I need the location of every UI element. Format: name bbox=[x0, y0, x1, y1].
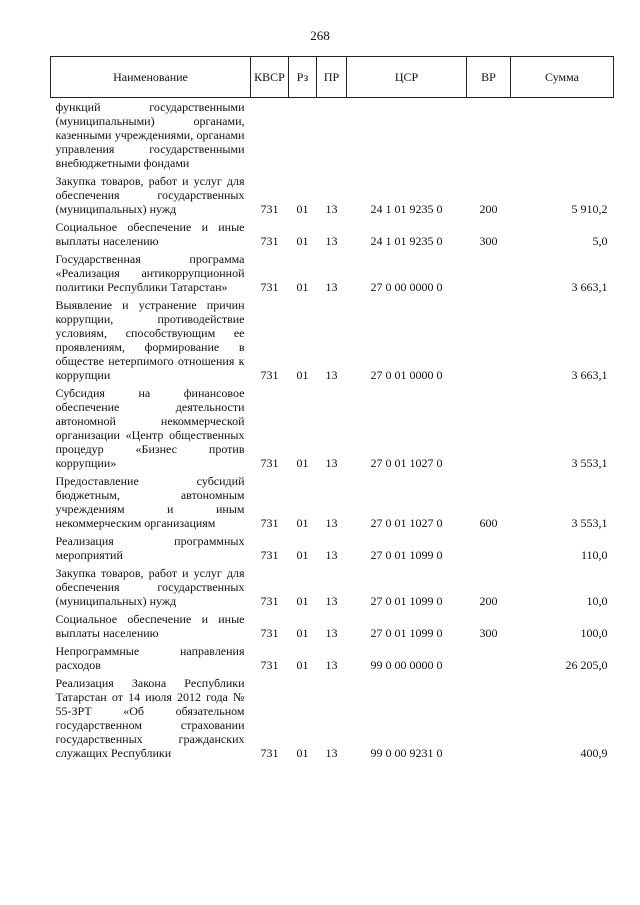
row-sum: 110,0 bbox=[580, 548, 608, 562]
row-pr: 13 bbox=[325, 202, 338, 216]
row-sum: 400,9 bbox=[580, 746, 608, 760]
row-name: Субсидия на финансовое обеспечение деятельности автономной некоммерческой организации «Центр общественных процедур «Бизнес против коррупции» bbox=[55, 386, 245, 470]
header-kvsr: КВСР bbox=[251, 57, 289, 98]
header-pr: ПР bbox=[317, 57, 347, 98]
row-pr: 13 bbox=[325, 658, 338, 672]
row-kvsr: 731 bbox=[260, 626, 279, 640]
table-row bbox=[51, 250, 614, 296]
row-vr: 600 bbox=[479, 516, 498, 530]
row-sum: 26 205,0 bbox=[565, 658, 608, 672]
row-pr: 13 bbox=[325, 368, 338, 382]
row-kvsr: 731 bbox=[260, 456, 279, 470]
row-rz: 01 bbox=[296, 280, 309, 294]
row-vr bbox=[467, 642, 511, 674]
row-kvsr: 731 bbox=[260, 746, 279, 760]
row-rz: 01 bbox=[296, 202, 309, 216]
row-kvsr: 731 bbox=[260, 658, 279, 672]
table-row bbox=[51, 674, 614, 762]
budget-table bbox=[50, 56, 614, 762]
row-pr bbox=[317, 98, 347, 173]
table-row bbox=[51, 384, 614, 472]
row-kvsr: 731 bbox=[260, 516, 279, 530]
row-csr: 99 0 00 9231 0 bbox=[370, 746, 443, 760]
row-name: Реализация программных мероприятий bbox=[55, 534, 245, 562]
row-kvsr: 731 bbox=[260, 368, 279, 382]
row-sum: 5 910,2 bbox=[571, 202, 608, 216]
row-vr bbox=[467, 98, 511, 173]
row-vr bbox=[467, 296, 511, 384]
row-pr: 13 bbox=[325, 456, 338, 470]
row-rz: 01 bbox=[296, 368, 309, 382]
header-rz: Рз bbox=[289, 57, 317, 98]
row-rz bbox=[289, 98, 317, 173]
table-header bbox=[51, 57, 614, 98]
row-sum: 3 663,1 bbox=[571, 368, 608, 382]
row-sum: 3 553,1 bbox=[571, 456, 608, 470]
row-pr: 13 bbox=[325, 746, 338, 760]
table-row bbox=[51, 642, 614, 674]
row-sum: 5,0 bbox=[592, 234, 608, 248]
row-csr: 27 0 01 1099 0 bbox=[370, 548, 443, 562]
row-rz: 01 bbox=[296, 456, 309, 470]
row-kvsr: 731 bbox=[260, 548, 279, 562]
row-vr: 300 bbox=[479, 626, 498, 640]
row-pr: 13 bbox=[325, 594, 338, 608]
row-csr: 24 1 01 9235 0 bbox=[370, 202, 443, 216]
row-kvsr: 731 bbox=[260, 280, 279, 294]
row-sum: 10,0 bbox=[586, 594, 608, 608]
row-csr: 27 0 01 0000 0 bbox=[370, 368, 443, 382]
row-sum: 3 663,1 bbox=[571, 280, 608, 294]
table-row bbox=[51, 532, 614, 564]
page-number: 268 bbox=[310, 28, 330, 43]
table-row bbox=[51, 472, 614, 532]
table-row bbox=[51, 610, 614, 642]
row-name: Выявление и устранение причин коррупции, противодействие условиям, способствующим ее проявлениям, формирование в обществе нетерпимого отношения к коррупции bbox=[55, 298, 245, 382]
row-kvsr bbox=[251, 98, 289, 173]
row-vr bbox=[467, 384, 511, 472]
row-sum: 3 553,1 bbox=[571, 516, 608, 530]
row-name: Социальное обеспечение и иные выплаты населению bbox=[55, 220, 245, 248]
table-row bbox=[51, 296, 614, 384]
row-pr: 13 bbox=[325, 548, 338, 562]
row-vr bbox=[467, 674, 511, 762]
row-rz: 01 bbox=[296, 658, 309, 672]
row-csr: 27 0 00 0000 0 bbox=[370, 280, 443, 294]
header-vr: ВР bbox=[467, 57, 511, 98]
row-vr: 300 bbox=[479, 234, 498, 248]
header-csr: ЦСР bbox=[347, 57, 467, 98]
row-vr bbox=[467, 532, 511, 564]
row-csr: 27 0 01 1027 0 bbox=[370, 456, 443, 470]
row-name: Непрограммные направления расходов bbox=[55, 644, 245, 672]
table-body bbox=[51, 98, 614, 763]
table-row bbox=[51, 98, 614, 173]
row-rz: 01 bbox=[296, 234, 309, 248]
row-name: Закупка товаров, работ и услуг для обеспечения государственных (муниципальных) нужд bbox=[55, 566, 245, 608]
row-rz: 01 bbox=[296, 548, 309, 562]
row-vr: 200 bbox=[479, 202, 498, 216]
row-name: Социальное обеспечение и иные выплаты населению bbox=[55, 612, 245, 640]
row-csr: 27 0 01 1099 0 bbox=[370, 626, 443, 640]
row-rz: 01 bbox=[296, 516, 309, 530]
table-row bbox=[51, 218, 614, 250]
row-csr: 27 0 01 1027 0 bbox=[370, 516, 443, 530]
row-name: Предоставление субсидий бюджетным, автономным учреждениям и иным некоммерческим организациям bbox=[55, 474, 245, 530]
row-csr: 24 1 01 9235 0 bbox=[370, 234, 443, 248]
row-kvsr: 731 bbox=[260, 202, 279, 216]
row-sum: 100,0 bbox=[580, 626, 608, 640]
row-vr: 200 bbox=[479, 594, 498, 608]
row-vr bbox=[467, 250, 511, 296]
row-csr: 27 0 01 1099 0 bbox=[370, 594, 443, 608]
row-kvsr: 731 bbox=[260, 594, 279, 608]
row-name: Реализация Закона Республики Татарстан от 14 июля 2012 года № 55-ЗРТ «Об обязательном государственном страховании государственных гражданских служащих Республики bbox=[55, 676, 245, 760]
row-rz: 01 bbox=[296, 746, 309, 760]
header-sum: Сумма bbox=[511, 57, 614, 98]
row-pr: 13 bbox=[325, 234, 338, 248]
table-row bbox=[51, 564, 614, 610]
row-pr: 13 bbox=[325, 626, 338, 640]
row-kvsr: 731 bbox=[260, 234, 279, 248]
row-name: Государственная программа «Реализация антикоррупционной политики Республики Татарстан» bbox=[55, 252, 245, 294]
row-sum bbox=[511, 98, 614, 173]
row-csr: 99 0 00 0000 0 bbox=[370, 658, 443, 672]
table-row bbox=[51, 172, 614, 218]
row-rz: 01 bbox=[296, 594, 309, 608]
row-name: Закупка товаров, работ и услуг для обеспечения государственных (муниципальных) нужд bbox=[55, 174, 245, 216]
row-name: функций государственными (муниципальными) органами, казенными учреждениями, органами управления государственными внебюджетными фондами bbox=[55, 100, 245, 170]
header-name: Наименование bbox=[51, 57, 251, 98]
row-csr bbox=[347, 98, 467, 173]
row-rz: 01 bbox=[296, 626, 309, 640]
row-pr: 13 bbox=[325, 516, 338, 530]
row-pr: 13 bbox=[325, 280, 338, 294]
